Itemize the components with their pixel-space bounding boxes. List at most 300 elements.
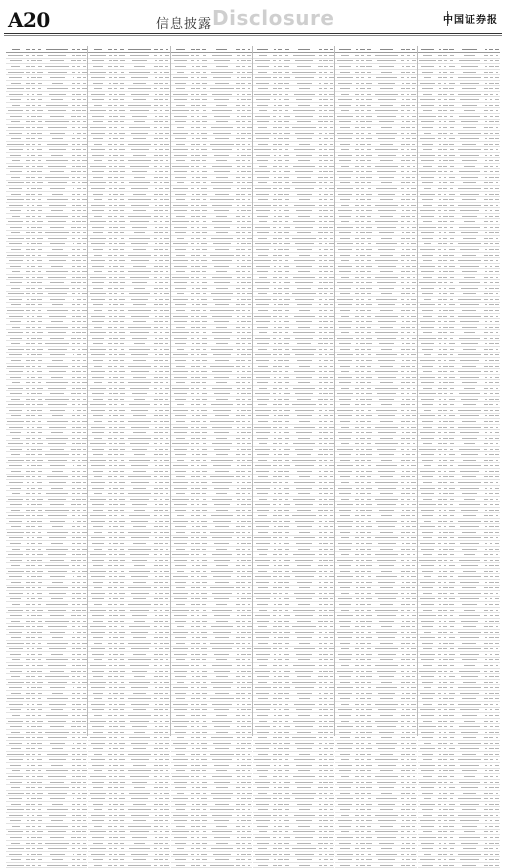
illegible-text: [109, 632, 112, 633]
illegible-text: [52, 693, 63, 694]
table-cell: [126, 415, 154, 416]
illegible-text: [109, 554, 112, 555]
table-cell: [6, 393, 26, 394]
table-cell: [36, 510, 43, 511]
illegible-text: [159, 615, 163, 616]
illegible-text: [82, 127, 86, 128]
table-cell: [6, 621, 26, 622]
table-cell: [88, 371, 108, 372]
illegible-text: [154, 166, 157, 167]
illegible-text: [109, 482, 112, 483]
table-cell: [88, 94, 108, 95]
table-cell: [43, 820, 71, 821]
table-cell: [43, 410, 71, 411]
table-cell: [88, 782, 108, 783]
illegible-text: [131, 798, 148, 799]
table-cell: [6, 349, 26, 350]
illegible-text: [121, 626, 124, 627]
illegible-text: [160, 310, 163, 311]
illegible-text: [155, 371, 157, 372]
table-cell: [126, 360, 154, 361]
illegible-text: [154, 343, 158, 344]
illegible-text: [7, 88, 24, 89]
illegible-text: [77, 698, 80, 699]
table-cell: [88, 560, 108, 561]
table-cell: [118, 604, 125, 605]
table-cell: [118, 782, 125, 783]
illegible-text: [27, 632, 29, 633]
table-cell: [88, 116, 108, 117]
table-cell: [36, 299, 43, 300]
illegible-text: [165, 815, 169, 816]
illegible-text: [26, 232, 30, 233]
table-cell: [43, 260, 71, 261]
illegible-text: [93, 415, 104, 416]
table-cell: [36, 266, 43, 267]
table-cell: [88, 615, 108, 616]
illegible-text: [72, 399, 75, 400]
table-cell: [126, 815, 154, 816]
illegible-text: [9, 410, 22, 411]
illegible-text: [37, 238, 43, 239]
table-cell: [82, 682, 88, 683]
table-cell: [82, 754, 88, 755]
illegible-text: [160, 105, 163, 106]
illegible-text: [83, 560, 86, 561]
illegible-text: [114, 665, 117, 666]
illegible-text: [92, 227, 105, 228]
illegible-text: [160, 715, 163, 716]
illegible-text: [134, 121, 145, 122]
table-cell: [88, 488, 108, 489]
table-cell: [82, 427, 88, 428]
table-cell: [118, 621, 125, 622]
table-cell: [82, 482, 88, 483]
illegible-text: [165, 820, 168, 821]
illegible-text: [90, 110, 106, 111]
illegible-text: [72, 776, 74, 777]
table-cell: [6, 865, 26, 866]
illegible-text: [31, 748, 35, 749]
illegible-text: [114, 388, 117, 389]
illegible-text: [160, 55, 162, 56]
table-cell: [43, 804, 71, 805]
table-cell: [82, 471, 88, 472]
illegible-text: [165, 243, 169, 244]
illegible-text: [159, 210, 163, 211]
illegible-text: [37, 759, 42, 760]
table-cell: [82, 709, 88, 710]
illegible-text: [121, 182, 124, 183]
illegible-text: [11, 748, 21, 749]
illegible-text: [83, 593, 87, 594]
illegible-text: [160, 144, 163, 145]
table-cell: [164, 338, 170, 339]
illegible-text: [131, 260, 149, 261]
table-cell: [36, 637, 43, 638]
illegible-text: [37, 515, 43, 516]
illegible-text: [31, 249, 35, 250]
illegible-text: [31, 543, 35, 544]
illegible-text: [120, 754, 123, 755]
table-cell: [82, 377, 88, 378]
table-cell: [36, 560, 43, 561]
illegible-text: [90, 831, 106, 832]
table-cell: [88, 77, 108, 78]
illegible-text: [132, 449, 147, 450]
illegible-text: [154, 210, 158, 211]
illegible-text: [37, 133, 42, 134]
illegible-text: [114, 593, 117, 594]
illegible-text: [165, 721, 169, 722]
illegible-text: [9, 260, 23, 261]
illegible-text: [72, 288, 75, 289]
illegible-text: [114, 576, 116, 577]
masthead: [6, 4, 500, 34]
table-cell: [82, 687, 88, 688]
illegible-text: [51, 155, 63, 156]
table-cell: [88, 349, 108, 350]
table-cell: [88, 249, 108, 250]
illegible-text: [83, 432, 86, 433]
illegible-text: [82, 515, 86, 516]
table-cell: [43, 415, 71, 416]
illegible-text: [159, 482, 164, 483]
illegible-text: [32, 715, 35, 716]
illegible-text: [108, 438, 112, 439]
table-cell: [164, 732, 170, 733]
illegible-text: [78, 737, 80, 738]
illegible-text: [108, 160, 112, 161]
illegible-text: [32, 255, 35, 256]
page-number: A20: [8, 8, 50, 32]
illegible-text: [109, 682, 112, 683]
illegible-text: [165, 55, 169, 56]
illegible-text: [159, 377, 163, 378]
illegible-text: [165, 155, 168, 156]
illegible-text: [131, 465, 148, 466]
illegible-text: [114, 759, 117, 760]
table-cell: [118, 77, 125, 78]
illegible-text: [154, 83, 158, 84]
table-cell: [43, 859, 71, 860]
illegible-text: [119, 110, 125, 111]
table-cell: [164, 465, 170, 466]
illegible-text: [27, 654, 29, 655]
illegible-text: [120, 493, 124, 494]
table-cell: [164, 255, 170, 256]
table-cell: [164, 643, 170, 644]
table-cell: [43, 288, 71, 289]
table-cell: [88, 532, 108, 533]
illegible-text: [32, 476, 35, 477]
illegible-text: [130, 831, 149, 832]
table-cell: [36, 410, 43, 411]
illegible-text: [159, 393, 163, 394]
illegible-text: [159, 427, 164, 428]
table-cell: [164, 615, 170, 616]
illegible-text: [114, 493, 118, 494]
table-cell: [82, 110, 88, 111]
illegible-text: [32, 160, 35, 161]
table-cell: [6, 848, 26, 849]
illegible-text: [83, 371, 87, 372]
table-cell: [126, 743, 154, 744]
illegible-text: [154, 637, 158, 638]
table-cell: [82, 332, 88, 333]
table-cell: [126, 610, 154, 611]
table-cell: [36, 83, 43, 84]
illegible-text: [26, 665, 29, 666]
illegible-text: [72, 554, 74, 555]
illegible-text: [77, 327, 80, 328]
table-cell: [6, 327, 26, 328]
table-cell: [118, 166, 125, 167]
illegible-text: [165, 388, 169, 389]
illegible-text: [26, 471, 30, 472]
illegible-text: [159, 116, 163, 117]
illegible-text: [10, 377, 21, 378]
illegible-text: [154, 493, 157, 494]
table-cell: [43, 510, 71, 511]
illegible-text: [72, 377, 76, 378]
illegible-text: [49, 149, 66, 150]
illegible-text: [77, 382, 80, 383]
illegible-text: [26, 293, 29, 294]
table-cell: [126, 737, 154, 738]
table-cell: [118, 371, 125, 372]
table-cell: [164, 709, 170, 710]
table-cell: [118, 144, 125, 145]
illegible-text: [8, 55, 23, 56]
illegible-text: [38, 543, 42, 544]
illegible-text: [131, 521, 148, 522]
table-cell: [36, 77, 43, 78]
illegible-text: [133, 709, 147, 710]
illegible-text: [72, 565, 75, 566]
table-cell: [88, 610, 108, 611]
illegible-text: [109, 687, 112, 688]
table-cell: [82, 598, 88, 599]
illegible-text: [38, 748, 42, 749]
illegible-text: [83, 121, 85, 122]
illegible-text: [38, 399, 42, 400]
illegible-text: [83, 598, 86, 599]
table-cell: [88, 188, 108, 189]
illegible-text: [83, 149, 87, 150]
illegible-text: [26, 349, 29, 350]
table-cell: [88, 205, 108, 206]
table-cell: [88, 271, 108, 272]
illegible-text: [83, 188, 86, 189]
illegible-text: [47, 310, 68, 311]
illegible-text: [90, 388, 106, 389]
table-cell: [82, 610, 88, 611]
table-cell: [82, 698, 88, 699]
illegible-text: [160, 571, 163, 572]
table-cell: [118, 210, 125, 211]
illegible-text: [130, 499, 149, 500]
illegible-text: [90, 721, 106, 722]
illegible-text: [94, 604, 103, 605]
illegible-text: [82, 682, 86, 683]
table-cell: [118, 488, 125, 489]
table-cell: [43, 499, 71, 500]
illegible-text: [82, 460, 86, 461]
illegible-text: [82, 532, 87, 533]
table-cell: [43, 316, 71, 317]
table-cell: [43, 371, 71, 372]
table-cell: [118, 815, 125, 816]
illegible-text: [159, 648, 164, 649]
illegible-text: [38, 83, 42, 84]
table-cell: [118, 449, 125, 450]
table-cell: [36, 693, 43, 694]
table-cell: [164, 637, 170, 638]
illegible-text: [72, 121, 75, 122]
illegible-text: [114, 554, 117, 555]
illegible-text: [165, 782, 168, 783]
table-cell: [88, 121, 108, 122]
table-cell: [126, 643, 154, 644]
illegible-text: [27, 171, 29, 172]
table-cell: [118, 421, 125, 422]
table-cell: [164, 621, 170, 622]
table-cell: [164, 49, 170, 50]
illegible-text: [109, 354, 112, 355]
illegible-text: [109, 338, 111, 339]
illegible-text: [50, 837, 64, 838]
illegible-text: [155, 260, 157, 261]
illegible-text: [164, 404, 169, 405]
illegible-text: [45, 787, 68, 788]
illegible-text: [77, 576, 81, 577]
illegible-text: [159, 321, 163, 322]
illegible-text: [77, 820, 81, 821]
illegible-text: [108, 88, 112, 89]
table-cell: [6, 510, 26, 511]
table-cell: [164, 687, 170, 688]
illegible-text: [165, 831, 169, 832]
illegible-text: [37, 537, 42, 538]
table-cell: [43, 687, 71, 688]
illegible-text: [166, 438, 168, 439]
illegible-text: [166, 327, 168, 328]
illegible-text: [120, 121, 124, 122]
illegible-text: [128, 476, 150, 477]
illegible-text: [119, 743, 124, 744]
table-cell: [88, 820, 108, 821]
illegible-text: [94, 698, 102, 699]
illegible-text: [27, 593, 30, 594]
illegible-text: [82, 310, 87, 311]
illegible-text: [109, 77, 112, 78]
illegible-text: [164, 182, 169, 183]
illegible-text: [71, 837, 75, 838]
illegible-text: [165, 338, 168, 339]
table-cell: [6, 493, 26, 494]
illegible-text: [159, 787, 162, 788]
illegible-text: [27, 521, 29, 522]
table-cell: [88, 521, 108, 522]
illegible-text: [82, 721, 86, 722]
illegible-text: [47, 532, 68, 533]
illegible-text: [83, 837, 86, 838]
illegible-text: [166, 604, 168, 605]
illegible-text: [114, 549, 118, 550]
illegible-text: [155, 576, 157, 577]
illegible-text: [77, 194, 80, 195]
table-cell: [118, 759, 125, 760]
illegible-text: [9, 205, 23, 206]
illegible-text: [159, 709, 163, 710]
illegible-text: [76, 610, 81, 611]
table-cell: [126, 182, 154, 183]
illegible-text: [108, 604, 112, 605]
illegible-text: [120, 282, 125, 283]
illegible-text: [47, 255, 68, 256]
illegible-text: [108, 698, 112, 699]
illegible-text: [133, 194, 145, 195]
illegible-text: [11, 360, 21, 361]
illegible-text: [132, 338, 147, 339]
illegible-text: [114, 271, 118, 272]
illegible-text: [114, 127, 117, 128]
table-cell: [43, 271, 71, 272]
table-cell: [43, 121, 71, 122]
table-cell: [6, 560, 26, 561]
table-cell: [126, 843, 154, 844]
illegible-text: [31, 99, 35, 100]
illegible-text: [165, 665, 169, 666]
illegible-text: [120, 715, 124, 716]
illegible-text: [94, 88, 102, 89]
illegible-text: [133, 598, 147, 599]
table-cell: [43, 293, 71, 294]
illegible-text: [94, 549, 103, 550]
table-cell: [118, 182, 125, 183]
illegible-text: [37, 848, 43, 849]
table-cell: [126, 837, 154, 838]
illegible-text: [108, 105, 112, 106]
illegible-text: [120, 338, 125, 339]
illegible-text: [114, 243, 116, 244]
illegible-text: [166, 105, 168, 106]
illegible-text: [10, 726, 22, 727]
illegible-text: [32, 371, 34, 372]
table-cell: [36, 316, 43, 317]
illegible-text: [27, 133, 29, 134]
illegible-text: [109, 709, 111, 710]
illegible-text: [154, 421, 157, 422]
illegible-text: [128, 49, 151, 50]
illegible-text: [72, 476, 75, 477]
table-cell: [43, 604, 71, 605]
table-cell: [43, 216, 71, 217]
illegible-text: [108, 587, 112, 588]
table-cell: [43, 748, 71, 749]
illegible-text: [72, 537, 74, 538]
illegible-text: [10, 227, 22, 228]
illegible-text: [50, 60, 64, 61]
table-cell: [118, 510, 125, 511]
illegible-text: [11, 582, 21, 583]
illegible-text: [82, 366, 87, 367]
illegible-text: [133, 582, 145, 583]
illegible-text: [26, 526, 30, 527]
illegible-text: [12, 604, 20, 605]
table-cell: [126, 349, 154, 350]
